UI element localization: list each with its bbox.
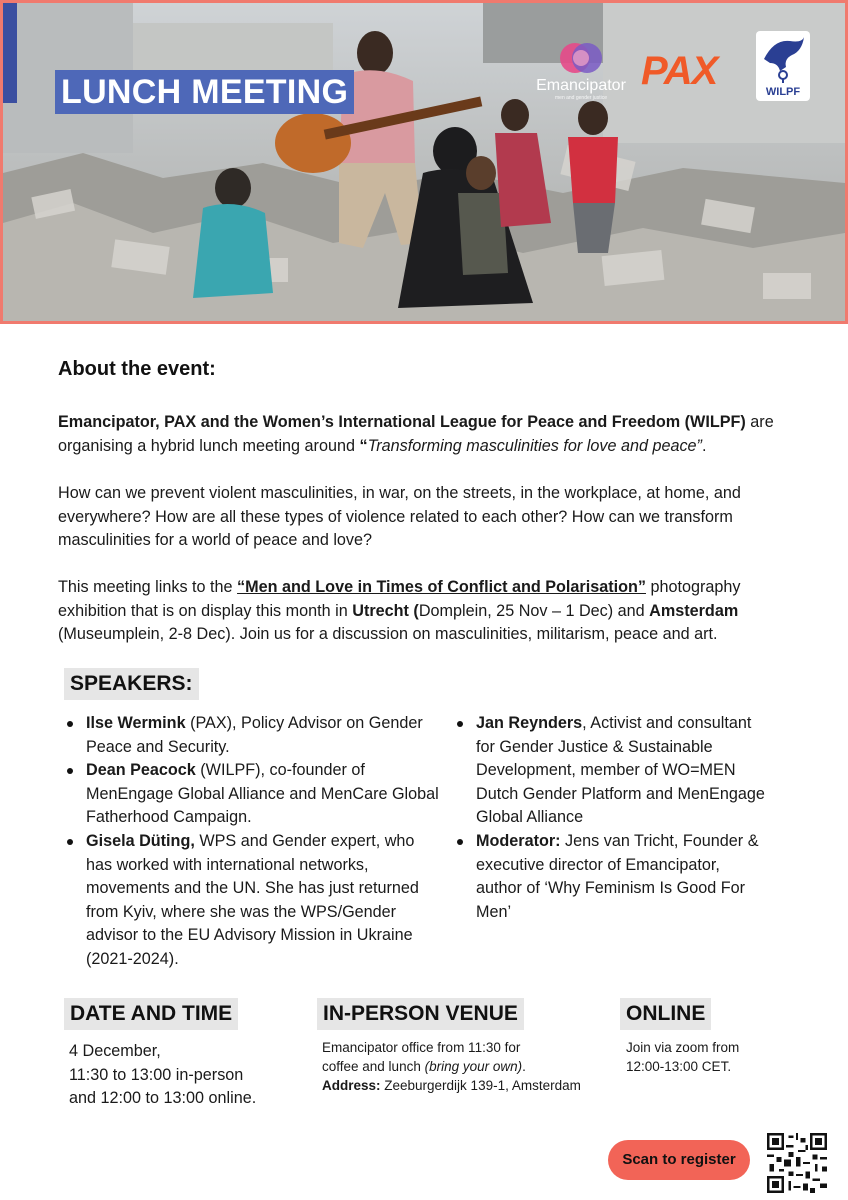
p1-text: are organising a hybrid lunch meeting around [58, 413, 774, 455]
venue-heading: IN-PERSON VENUE [317, 998, 524, 1030]
p3-a: This meeting links to the [58, 578, 238, 596]
speakers-list-right [456, 712, 766, 924]
wilpf-logo [756, 31, 810, 101]
exhibition-link[interactable]: “Men and Love in Times of Conflict and Polarisation” [237, 578, 646, 596]
online-info [626, 1038, 796, 1076]
about-paragraph-2: How can we prevent violent masculinities, in war, on the streets, in the workplace, at home, and everywhere? How are all these types of violence related to each other? How can we transform masculinities for a world of peace and love? [58, 484, 741, 549]
speaker-name: Dean Peacock [86, 761, 196, 780]
event-title: LUNCH MEETING [55, 70, 354, 114]
theme-quote: Transforming masculinities for love and peace” [367, 436, 702, 455]
p3-d: (Museumplein, 2-8 Dec). Join us for a discussion on masculinities, militarism, peace and art. [58, 625, 718, 643]
speaker-desc: Jens van Tricht, Founder & executive director of Emancipator, author of ‘Why Feminism Is Good For Men’ [476, 831, 759, 921]
online-line-1: Join via zoom from [626, 1040, 740, 1055]
speaker-desc: WPS and Gender expert, who has worked with international networks, movements and the UN. She has just returned from Kyiv, where she was the WPS/Gender advisor to the EU Advisory Mission in Ukraine (2021-2024). [86, 831, 419, 968]
emancipator-wordmark: Emancipator [536, 77, 626, 94]
qr-code-icon[interactable] [767, 1133, 827, 1193]
dove-icon [756, 31, 810, 83]
about-paragraph-1 [58, 411, 788, 458]
about-heading: About the event: [58, 358, 216, 380]
venue-bring-own: (bring your own) [424, 1059, 523, 1074]
list-item [66, 759, 442, 830]
venue-line-2c: . [522, 1059, 526, 1074]
online-heading: ONLINE [620, 998, 711, 1030]
venue-info [322, 1038, 612, 1095]
address-value: Zeeburgerdijk 139-1, Amsterdam [380, 1078, 581, 1093]
p3-c: Domplein, 25 Nov – 1 Dec) and [418, 601, 650, 620]
speaker-desc: (PAX), Policy Advisor on Gender Peace and Security. [86, 714, 423, 756]
time-in-person: 11:30 to 13:00 in-person [69, 1065, 244, 1084]
list-item [456, 830, 766, 924]
emancipator-circles-icon [559, 41, 603, 75]
city-amsterdam: Amsterdam [649, 601, 739, 620]
venue-line-1: Emancipator office from 11:30 for [322, 1040, 521, 1055]
emancipator-logo [533, 41, 629, 101]
list-item [66, 712, 442, 759]
speaker-name: Gisela Düting, [86, 831, 195, 850]
speaker-name: Moderator: [476, 831, 561, 850]
organisers: Emancipator, PAX and the Women’s International League for Peace and Freedom (WILPF) [58, 413, 746, 431]
scan-to-register-button[interactable]: Scan to register [608, 1140, 750, 1180]
list-item [66, 830, 442, 972]
pax-logo: PAX [641, 49, 718, 93]
emancipator-tagline: men and gender justice [555, 95, 607, 101]
venue-line-2 [322, 1057, 612, 1076]
city-utrecht: Utrecht ( [352, 601, 419, 620]
online-line-2: 12:00-13:00 CET. [626, 1059, 732, 1074]
speakers-list-left [66, 712, 442, 972]
about-paragraph-3 [58, 576, 788, 647]
venue-address [322, 1076, 612, 1095]
speakers-heading: SPEAKERS: [64, 668, 199, 700]
hero-banner [0, 0, 848, 324]
address-label: Address: [322, 1078, 381, 1093]
date-line: 4 December, [69, 1042, 161, 1060]
p3-b: photography exhibition that is on display this month in [58, 578, 741, 620]
speaker-desc: , Activist and consultant for Gender Justice & Sustainable Development, member of WO=MEN Dutch Gender Platform and MenEngage Global Alliance [476, 714, 765, 827]
list-item [456, 712, 766, 830]
date-time-heading: DATE AND TIME [64, 998, 238, 1030]
wilpf-wordmark: WILPF [765, 86, 801, 98]
date-time-info [69, 1040, 256, 1111]
p1-end: . [701, 436, 707, 455]
speaker-name: Ilse Wermink [86, 714, 186, 732]
time-online: and 12:00 to 13:00 online. [69, 1089, 257, 1107]
venue-line-2a: coffee and lunch [322, 1059, 425, 1074]
photo-rubble-icon [3, 3, 845, 321]
speaker-desc: (WILPF), co-founder of MenEngage Global Alliance and MenCare Global Fatherhood Campaign. [86, 761, 439, 827]
quote-open: “ [359, 436, 368, 455]
speaker-name: Jan Reynders [476, 714, 583, 732]
